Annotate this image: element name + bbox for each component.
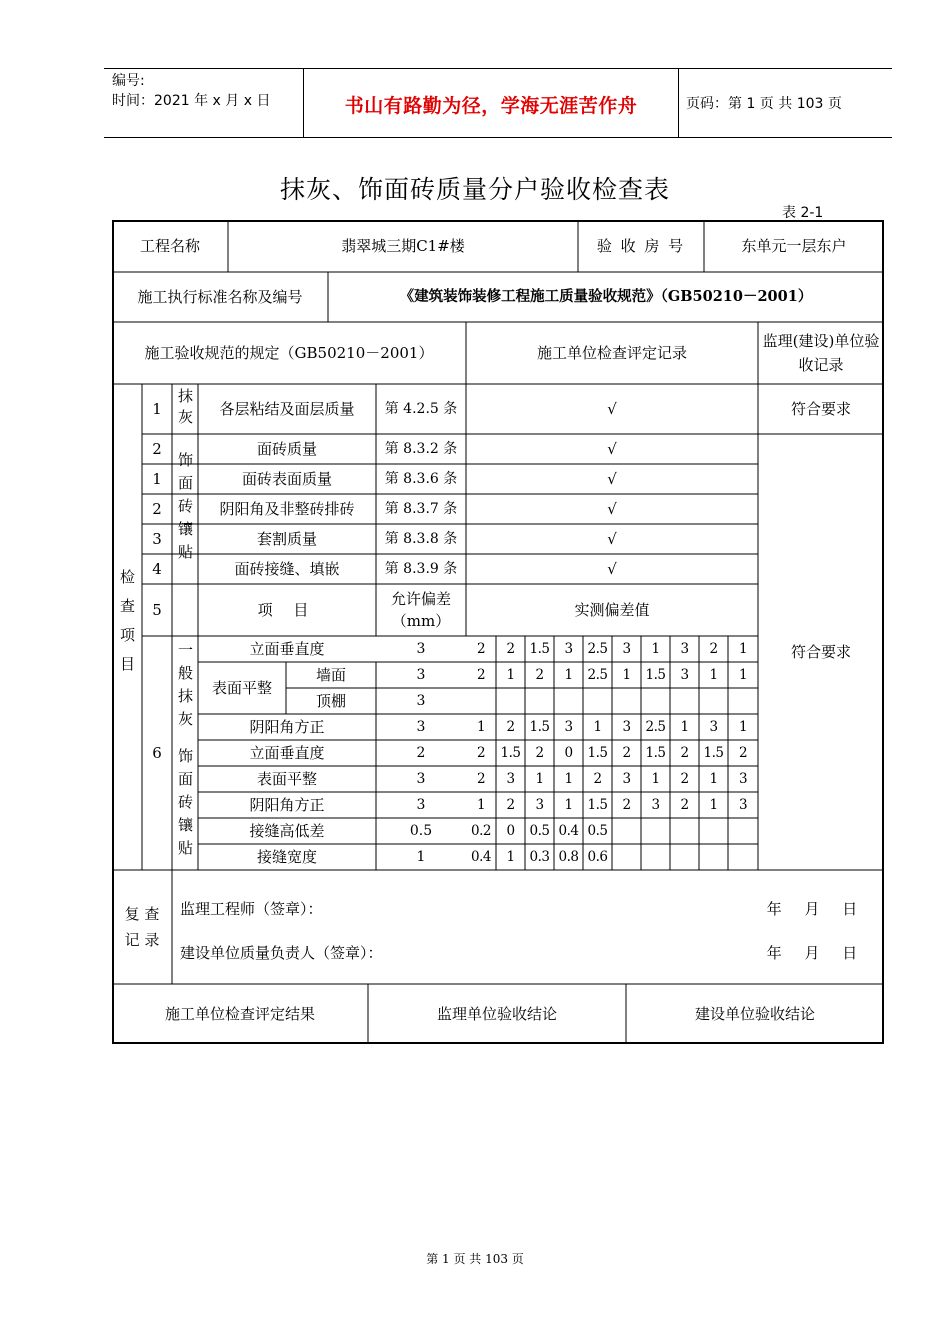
- item-clause: 第 8.3.2 条: [384, 441, 458, 457]
- item-number: 3: [152, 530, 162, 548]
- measure-item-name: 阴阳角方正: [249, 796, 325, 814]
- item-clause: 第 8.3.9 条: [384, 561, 458, 577]
- measured-value: 1: [738, 641, 748, 657]
- item-clause: 第 8.3.8 条: [384, 531, 458, 547]
- measured-value: 2: [738, 745, 748, 761]
- header-motto: 书山有路勤为径，学海无涯苦作舟: [344, 95, 638, 117]
- item-column-header: 项 目: [257, 601, 317, 619]
- measure-item-name: 阴阳角方正: [249, 718, 325, 736]
- measured-value: 2.5: [645, 719, 666, 735]
- review-record-label: [112, 870, 172, 984]
- item-name: 面砖质量: [256, 440, 317, 458]
- measured-value: 1: [593, 719, 602, 735]
- table-number: 表 2-1: [782, 205, 824, 221]
- supervisor-signature-label: 监理工程师（签章）：: [180, 900, 323, 918]
- measured-value: 0: [564, 745, 573, 761]
- conform-result: 符合要求: [790, 400, 851, 418]
- standard-label: 施工执行标准名称及编号: [137, 288, 303, 306]
- item-clause: 第 8.3.7 条: [384, 501, 458, 517]
- tolerance-header: 允许偏差（mm）: [390, 590, 451, 630]
- measure-item-name: 立面垂直度: [249, 640, 325, 658]
- measured-value: 2: [506, 797, 515, 813]
- measured-value: 2: [593, 771, 602, 787]
- tile-group-label-2: [172, 740, 198, 870]
- measured-value: 2: [535, 667, 544, 683]
- measure-tolerance: 3: [416, 641, 426, 657]
- measured-value: 1.5: [703, 745, 724, 761]
- measured-value: 1.5: [529, 719, 550, 735]
- contractor-record-header: 施工单位检查评定记录: [536, 344, 687, 362]
- contractor-result-label: 施工单位检查评定结果: [164, 1005, 315, 1023]
- check-mark: √: [607, 400, 617, 418]
- measured-header: 实测偏差值: [574, 601, 650, 619]
- tile-text-2: 饰面砖镶贴: [176, 747, 194, 863]
- measured-value: 2: [709, 641, 718, 657]
- general-plaster-label: [172, 636, 198, 740]
- measured-value: 2: [622, 797, 631, 813]
- item-clause: 第 4.2.5 条: [384, 401, 458, 417]
- measure-item-name: 表面平整: [256, 770, 317, 788]
- measure-item-name: 顶棚: [315, 692, 346, 710]
- measured-value: 1: [709, 797, 718, 813]
- measured-value: 3: [680, 667, 689, 683]
- header-divider: [678, 69, 679, 137]
- measured-value: [699, 844, 728, 870]
- measured-value: 3: [622, 719, 631, 735]
- measured-value: 3: [738, 771, 748, 787]
- measured-value: [670, 688, 699, 714]
- review-label-line-2: 记 录: [124, 931, 160, 949]
- measured-value: 2: [680, 771, 689, 787]
- item-number: 1: [152, 470, 162, 488]
- measure-tolerance: 3: [416, 693, 426, 709]
- header-meta: [112, 71, 270, 111]
- measured-value: [699, 688, 728, 714]
- item-number: 4: [152, 560, 162, 578]
- measure-tolerance: 1: [416, 849, 426, 865]
- project-name-value: 翡翠城三期C1#楼: [341, 237, 465, 255]
- measured-value: 2.5: [587, 667, 608, 683]
- measured-value: [670, 818, 699, 844]
- measured-value: 2: [506, 719, 515, 735]
- measured-value: [554, 688, 583, 714]
- measured-value: [496, 688, 525, 714]
- measure-tolerance: 0.5: [409, 823, 433, 839]
- measured-value: 0.4: [471, 849, 491, 865]
- measured-value: 1.5: [587, 745, 608, 761]
- measured-value: 0.2: [471, 823, 491, 839]
- measure-tolerance: 2: [416, 745, 426, 761]
- document-header: [104, 68, 892, 138]
- measured-value: 3: [564, 719, 573, 735]
- measured-value: 0.5: [529, 823, 550, 839]
- rule-header: 施工验收规范的规定（GB50210－2001）: [144, 344, 434, 362]
- measured-value: 0.8: [558, 849, 579, 865]
- item-number: 5: [152, 601, 162, 619]
- plaster-group-label: [172, 384, 198, 434]
- project-name-label: 工程名称: [139, 237, 200, 255]
- measured-value: 0: [506, 823, 515, 839]
- measure-item-name: 接缝宽度: [256, 848, 317, 866]
- measure-tolerance: 3: [416, 797, 426, 813]
- item-name: 套割质量: [256, 530, 317, 548]
- measured-value: 1: [622, 667, 631, 683]
- item-name: 阴阳角及非整砖排砖: [219, 500, 355, 518]
- measured-value: 1.5: [587, 797, 608, 813]
- time-label: 时间：2021 年 x 月 x 日: [112, 93, 271, 109]
- measured-value: 1: [506, 849, 515, 865]
- measured-value: 2: [476, 771, 486, 787]
- surface-flatness-label: 表面平整: [211, 679, 272, 697]
- item-number: 2: [152, 500, 162, 518]
- measured-value: 3: [506, 771, 515, 787]
- measured-value: 1.5: [529, 641, 550, 657]
- item-number: 2: [152, 440, 162, 458]
- measure-item-name: 接缝高低差: [249, 822, 325, 840]
- measured-value: 2: [680, 745, 689, 761]
- measured-value: [728, 688, 758, 714]
- conform-result: 符合要求: [790, 643, 851, 661]
- supervisor-date-label: 年 月 日: [766, 900, 858, 918]
- measured-value: 1: [564, 667, 573, 683]
- supervisor-conclusion-label: 监理单位验收结论: [436, 1005, 557, 1023]
- item-name: 各层粘结及面层质量: [219, 400, 355, 418]
- item-number: 1: [152, 400, 162, 418]
- tile-group-label: [172, 434, 198, 584]
- measured-value: 1: [651, 771, 660, 787]
- check-mark: √: [607, 530, 617, 548]
- item-name: 面砖接缝、填嵌: [234, 560, 340, 578]
- owner-conclusion-label: 建设单位验收结论: [694, 1005, 815, 1023]
- measure-tolerance: 3: [416, 719, 426, 735]
- supervisor-record-header: 监理(建设)单位验收记录: [762, 332, 880, 374]
- code-label: 编号:: [112, 73, 145, 89]
- measured-value: 1: [564, 797, 573, 813]
- measured-value: [670, 844, 699, 870]
- page-indicator: 页码：第 1 页 共 103 页: [686, 96, 842, 112]
- check-items-label: [112, 384, 142, 870]
- measured-value: [612, 688, 641, 714]
- item-name: 面砖表面质量: [241, 470, 332, 488]
- inspection-table: [112, 220, 884, 1044]
- measured-value: 1: [709, 771, 718, 787]
- measured-value: 2: [535, 745, 544, 761]
- measured-value: 1: [476, 797, 486, 813]
- standard-value: 《建筑装饰装修工程施工质量验收规范》（GB50210－2001）: [399, 288, 813, 305]
- owner-date-label: 年 月 日: [766, 944, 858, 962]
- measured-value: 2: [476, 667, 486, 683]
- measured-value: 3: [622, 641, 631, 657]
- room-no-value: 东单元一层东户: [741, 237, 847, 255]
- measured-value: 3: [680, 641, 689, 657]
- owner-signature-label: 建设单位质量负责人（签章）：: [180, 944, 383, 962]
- measured-value: 2: [476, 745, 486, 761]
- review-label-line-1: 复 查: [124, 905, 160, 923]
- check-mark: √: [607, 440, 617, 458]
- page-footer: 第 1 页 共 103 页: [426, 1252, 524, 1266]
- measured-value: 2.5: [587, 641, 608, 657]
- measured-value: 1: [651, 641, 660, 657]
- measured-value: 2: [506, 641, 515, 657]
- check-mark: √: [607, 500, 617, 518]
- measured-value: 1: [738, 719, 748, 735]
- measured-value: 1: [680, 719, 689, 735]
- room-no-label: 验 收 房 号: [596, 237, 686, 255]
- measured-value: 1: [535, 771, 544, 787]
- plaster-text: 抹灰: [176, 388, 194, 430]
- measured-value: 0.5: [587, 823, 608, 839]
- measure-item-name: 墙面: [315, 666, 346, 684]
- measured-value: [612, 818, 641, 844]
- measured-value: [641, 688, 670, 714]
- measured-value: 0.6: [587, 849, 608, 865]
- measured-value: 2: [680, 797, 689, 813]
- measured-value: 2: [476, 641, 486, 657]
- measured-value: 0.3: [529, 849, 550, 865]
- measured-value: 1: [476, 719, 486, 735]
- check-mark: √: [607, 560, 617, 578]
- tile-text: 饰面砖镶贴: [176, 451, 194, 567]
- measured-value: 1: [564, 771, 573, 787]
- measured-value: 1: [738, 667, 748, 683]
- measured-value: 1.5: [645, 667, 666, 683]
- measured-value: 3: [709, 719, 718, 735]
- measured-value: 3: [535, 797, 544, 813]
- measured-value: 1: [506, 667, 515, 683]
- measured-value: [728, 818, 758, 844]
- measured-value: [641, 818, 670, 844]
- measured-value: 1.5: [500, 745, 521, 761]
- measured-value: [525, 688, 554, 714]
- measured-value: [612, 844, 641, 870]
- item-number: 6: [152, 744, 162, 762]
- general-plaster-text: 一般抹灰: [176, 642, 194, 734]
- measure-tolerance: 3: [416, 771, 426, 787]
- measured-value: 3: [622, 771, 631, 787]
- measured-value: [641, 844, 670, 870]
- item-clause: 第 8.3.6 条: [384, 471, 458, 487]
- measured-value: [466, 688, 496, 714]
- check-mark: √: [607, 470, 617, 488]
- measure-item-name: 立面垂直度: [249, 744, 325, 762]
- check-items-text: 检查项目: [118, 569, 136, 685]
- measure-tolerance: 3: [416, 667, 426, 683]
- measured-value: 0.4: [558, 823, 579, 839]
- document-title: 抹灰、饰面砖质量分户验收检查表: [279, 175, 670, 204]
- measured-value: [728, 844, 758, 870]
- measured-value: 2: [622, 745, 631, 761]
- measured-value: 3: [564, 641, 573, 657]
- measured-value: 1: [709, 667, 718, 683]
- measured-value: [583, 688, 612, 714]
- measured-value: [699, 818, 728, 844]
- measured-value: 3: [738, 797, 748, 813]
- measured-value: 3: [651, 797, 660, 813]
- measured-value: 1.5: [645, 745, 666, 761]
